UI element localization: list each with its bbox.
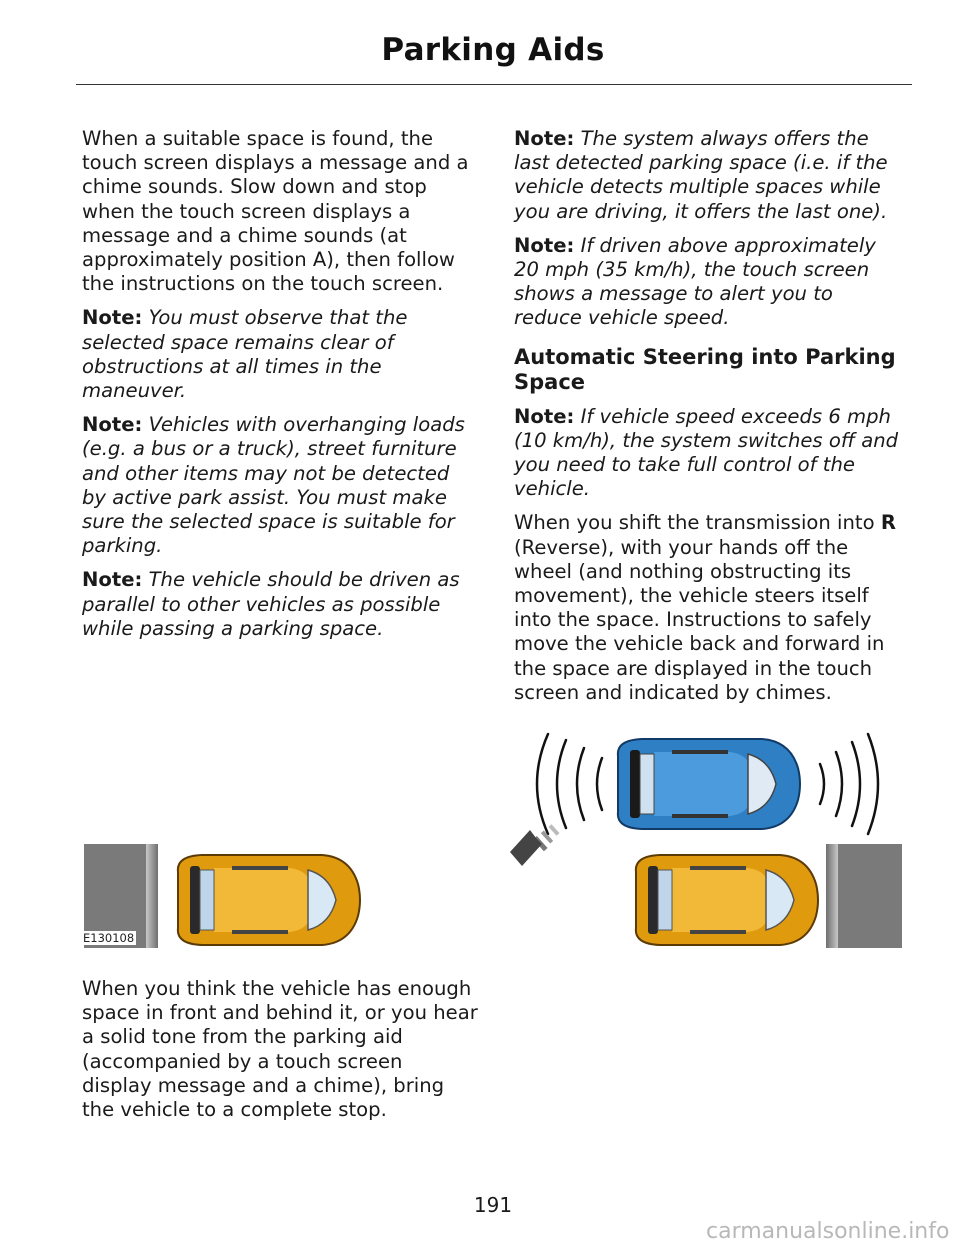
right-column xyxy=(514,127,906,715)
left-column-bottom xyxy=(82,977,478,1132)
note-text: If vehicle speed exceeds 6 mph (10 km/h), the system switches off and you need to take full control of the vehicle. xyxy=(514,404,899,501)
parked-car-left xyxy=(178,855,360,945)
curb-right xyxy=(826,844,902,948)
parking-diagram-svg xyxy=(84,728,902,948)
note-label: Note: xyxy=(514,127,575,150)
reverse-text-pre: When you shift the transmission into xyxy=(514,511,875,535)
figure-id: E130108 xyxy=(83,931,135,945)
note-drive-parallel xyxy=(82,568,478,641)
watermark: carmanualsonline.info xyxy=(706,1219,950,1244)
sensor-waves-front xyxy=(820,734,878,834)
sensor-waves-rear xyxy=(537,734,602,834)
intro-paragraph: When a suitable space is found, the touch screen displays a message and a chime sounds. Slow down and stop when the touch screen displays a message and a chime sounds (at approximately position A), then follow the instructions on the touch screen. xyxy=(82,127,469,296)
header-divider xyxy=(76,84,912,85)
reverse-arrow-icon xyxy=(510,824,560,866)
note-label: Note: xyxy=(82,568,143,592)
parking-illustration xyxy=(84,728,902,948)
left-column xyxy=(82,127,478,651)
note-text: Vehicles with overhanging loads (e.g. a bus or a truck), street furniture and other items may not be detected by active park assist. You must make sure the selected space is suitable for parking. xyxy=(82,413,465,558)
reverse-paragraph xyxy=(514,511,906,705)
parked-car-right xyxy=(636,855,818,945)
note-label: Note: xyxy=(514,233,575,257)
reverse-gear-letter: R xyxy=(880,511,896,535)
section-heading: Automatic Steering into Parking Space xyxy=(514,344,896,394)
note-last-space xyxy=(514,127,906,224)
note-text: If driven above approximately 20 mph (35 km/h), the touch screen shows a message to alert you to reduce vehicle speed. xyxy=(514,233,876,330)
note-text: The system always offers the last detected parking space (i.e. if the vehicle detects multiple spaces while you are driving, it offers the last one). xyxy=(514,127,888,223)
page-title: Parking Aids xyxy=(381,32,605,68)
note-label: Note: xyxy=(514,404,575,428)
reverse-text-post: (Reverse), with your hands off the wheel (and nothing obstructing its movement), the vehicle steers itself into the space. Instructions to safely move the vehicle back and forward in the space are displayed in the touch screen and indicated by chimes. xyxy=(514,535,885,704)
note-observe-space xyxy=(82,306,478,403)
note-label: Note: xyxy=(82,306,143,330)
note-overhanging-loads xyxy=(82,413,478,558)
page-number: 191 xyxy=(473,1193,513,1217)
note-text: The vehicle should be driven as parallel to other vehicles as possible while passing a parking space. xyxy=(82,568,460,640)
note-text: You must observe that the selected space remains clear of obstructions at all times in the maneuver. xyxy=(82,306,408,403)
stop-paragraph: When you think the vehicle has enough space in front and behind it, or you hear a solid tone from the parking aid (accompanied by a touch screen display message and a chime), bring the vehicle to a complete stop. xyxy=(82,977,478,1122)
note-speed-warning xyxy=(514,234,906,331)
active-car xyxy=(618,739,800,829)
note-label: Note: xyxy=(82,413,143,437)
note-speed-switch-off xyxy=(514,405,906,502)
